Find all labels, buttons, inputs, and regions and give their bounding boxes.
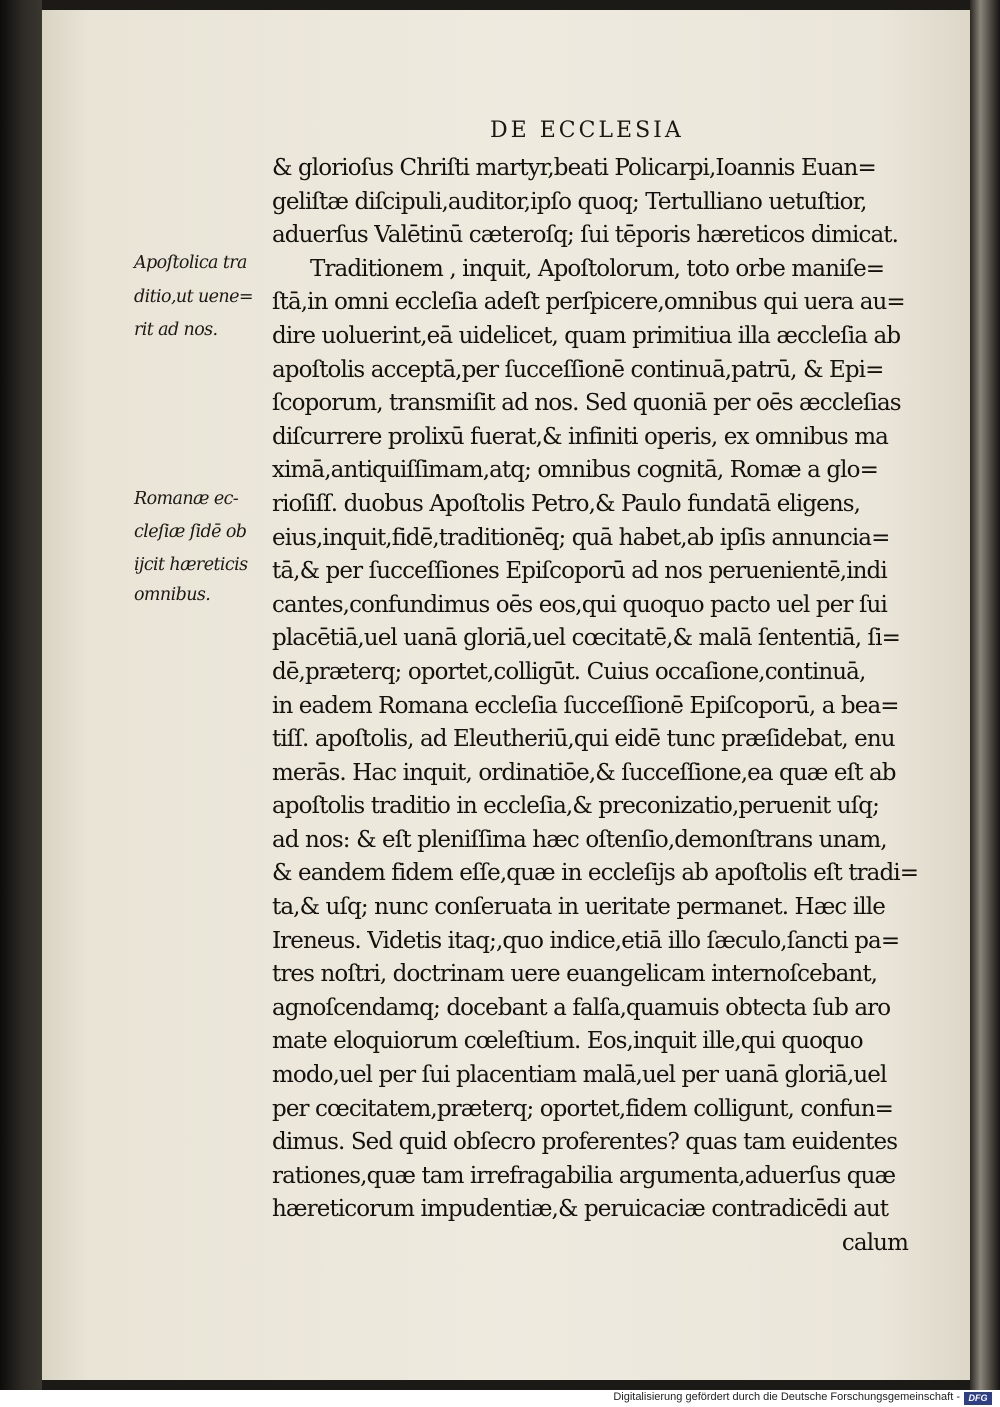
text-line: apoſtolis acceptā,per ſucceſſionē continuā,patrū, & Epi=: [272, 356, 884, 383]
text-line: dire uoluerint,eā uidelicet, quam primitiua illa æccleſia ab: [272, 322, 901, 349]
running-head: DE ECCLESIA: [490, 118, 684, 143]
text-line: merās. Hac inquit, ordinatiōe,& ſucceſſione,ea quæ eſt ab: [272, 759, 896, 786]
marginal-note-line: cleſiæ ſidē ob: [134, 522, 247, 542]
text-line: & eandem fidem eſſe,quæ in eccleſijs ab apoſtolis eſt tradi=: [272, 860, 919, 887]
text-line: in eadem Romana eccleſia ſucceſſionē Epiſcoporū, a bea=: [272, 692, 899, 719]
text-line: eius,inquit,fidē,traditionēq; quā habet,ab ipſis annuncia=: [272, 524, 890, 551]
footer-bar: [0, 1390, 1000, 1407]
text-line: rationes,quæ tam irrefragabilia argumenta,aduerſus quæ: [272, 1162, 896, 1189]
text-line: placētiā,uel uanā gloriā,uel cœcitatē,& malā ſententiā, ſi=: [272, 625, 900, 652]
text-line: rioſiſſ. duobus Apoſtolis Petro,& Paulo fundatā eligens,: [272, 490, 861, 517]
funding-credit: Digitalisierung gefördert durch die Deutsche Forschungsgemeinschaft -: [613, 1391, 960, 1403]
text-line: tā,& per ſucceſſiones Epiſcoporū ad nos peruenientē,indi: [272, 558, 887, 585]
text-line: dē,præterq; oportet,colligūt. Cuius occaſione,continuā,: [272, 658, 866, 685]
text-line: aduerſus Valētinū cæteroſq; ſui tēporis hæreticos dimicat.: [272, 222, 899, 249]
marginal-note-line: Apoſtolica tra: [134, 253, 247, 273]
catchword: calum: [841, 1230, 908, 1256]
text-line: apoſtolis traditio in eccleſia,& preconizatio,peruenit uſq;: [272, 793, 879, 820]
text-line: & glorioſus Chriſti martyr,beati Policarpi,Ioannis Euan=: [272, 155, 876, 181]
text-line: modo,uel per ſui placentiam malā,uel per uanā gloriā,uel: [272, 1062, 887, 1089]
text-line: Traditionem , inquit, Apoſtolorum, toto orbe maniſe=: [310, 255, 885, 282]
text-line: geliſtæ diſcipuli,auditor,ipſo quoq; Tertulliano uetuſtior,: [272, 188, 867, 215]
text-line: agnoſcendamq; docebant a falſa,quamuis obtecta ſub aro: [272, 994, 891, 1021]
text-line: tiſſ. apoſtolis, ad Eleutheriū,qui eidē tunc præſidebat, enu: [272, 726, 895, 753]
text-line: tres noſtri, doctrinam uere euangelicam internoſcebant,: [272, 961, 878, 988]
text-line: mate eloquiorum cœleſtium. Eos,inquit ille,qui quoquo: [272, 1028, 863, 1055]
marginal-note-line: omnibus.: [134, 585, 211, 605]
text-line: diſcurrere prolixū fuerat,& infiniti operis, ex omnibus ma: [272, 423, 888, 450]
text-line: dimus. Sed quid obſecro proferentes? quas tam euidentes: [272, 1129, 898, 1156]
text-line: ſtā,in omni eccleſia adeſt perſpicere,omnibus qui uera au=: [272, 289, 905, 316]
page-fore-edge: [970, 0, 1000, 1390]
text-line: Ireneus. Videtis itaq;,quo indice,etiā illo ſæculo,ſancti pa=: [272, 927, 900, 954]
marginal-note-line: ijcit hæreticis: [134, 555, 248, 575]
body-text: [272, 152, 922, 1261]
book-binding-edge: [0, 0, 42, 1390]
text-line: hæreticorum impudentiæ,& peruicaciæ contradicēdi aut: [272, 1196, 889, 1223]
text-line: ximā,antiquiſſimam,atq; omnibus cognitā, Romæ a glo=: [272, 457, 878, 484]
text-line: ad nos: & eſt pleniſſima hæc oſtenſio,demonſtrans unam,: [272, 826, 887, 853]
dfg-logo: DFG: [964, 1392, 992, 1405]
text-line: ſcoporum, transmiſit ad nos. Sed quoniā per oēs æccleſias: [272, 390, 901, 417]
marginal-note-line: rit ad nos.: [134, 320, 218, 340]
marginal-note-line: Romanæ ec-: [134, 489, 239, 509]
marginal-note-line: ditio,ut uene=: [134, 287, 253, 307]
text-line: cantes,confundimus oēs eos,qui quoquo pacto uel per ſui: [272, 591, 887, 618]
text-line: per cœcitatem,præterq; oportet,fidem colligunt, confun=: [272, 1095, 894, 1122]
text-line: ta,& uſq; nunc conſeruata in ueritate permanet. Hæc ille: [272, 894, 885, 921]
